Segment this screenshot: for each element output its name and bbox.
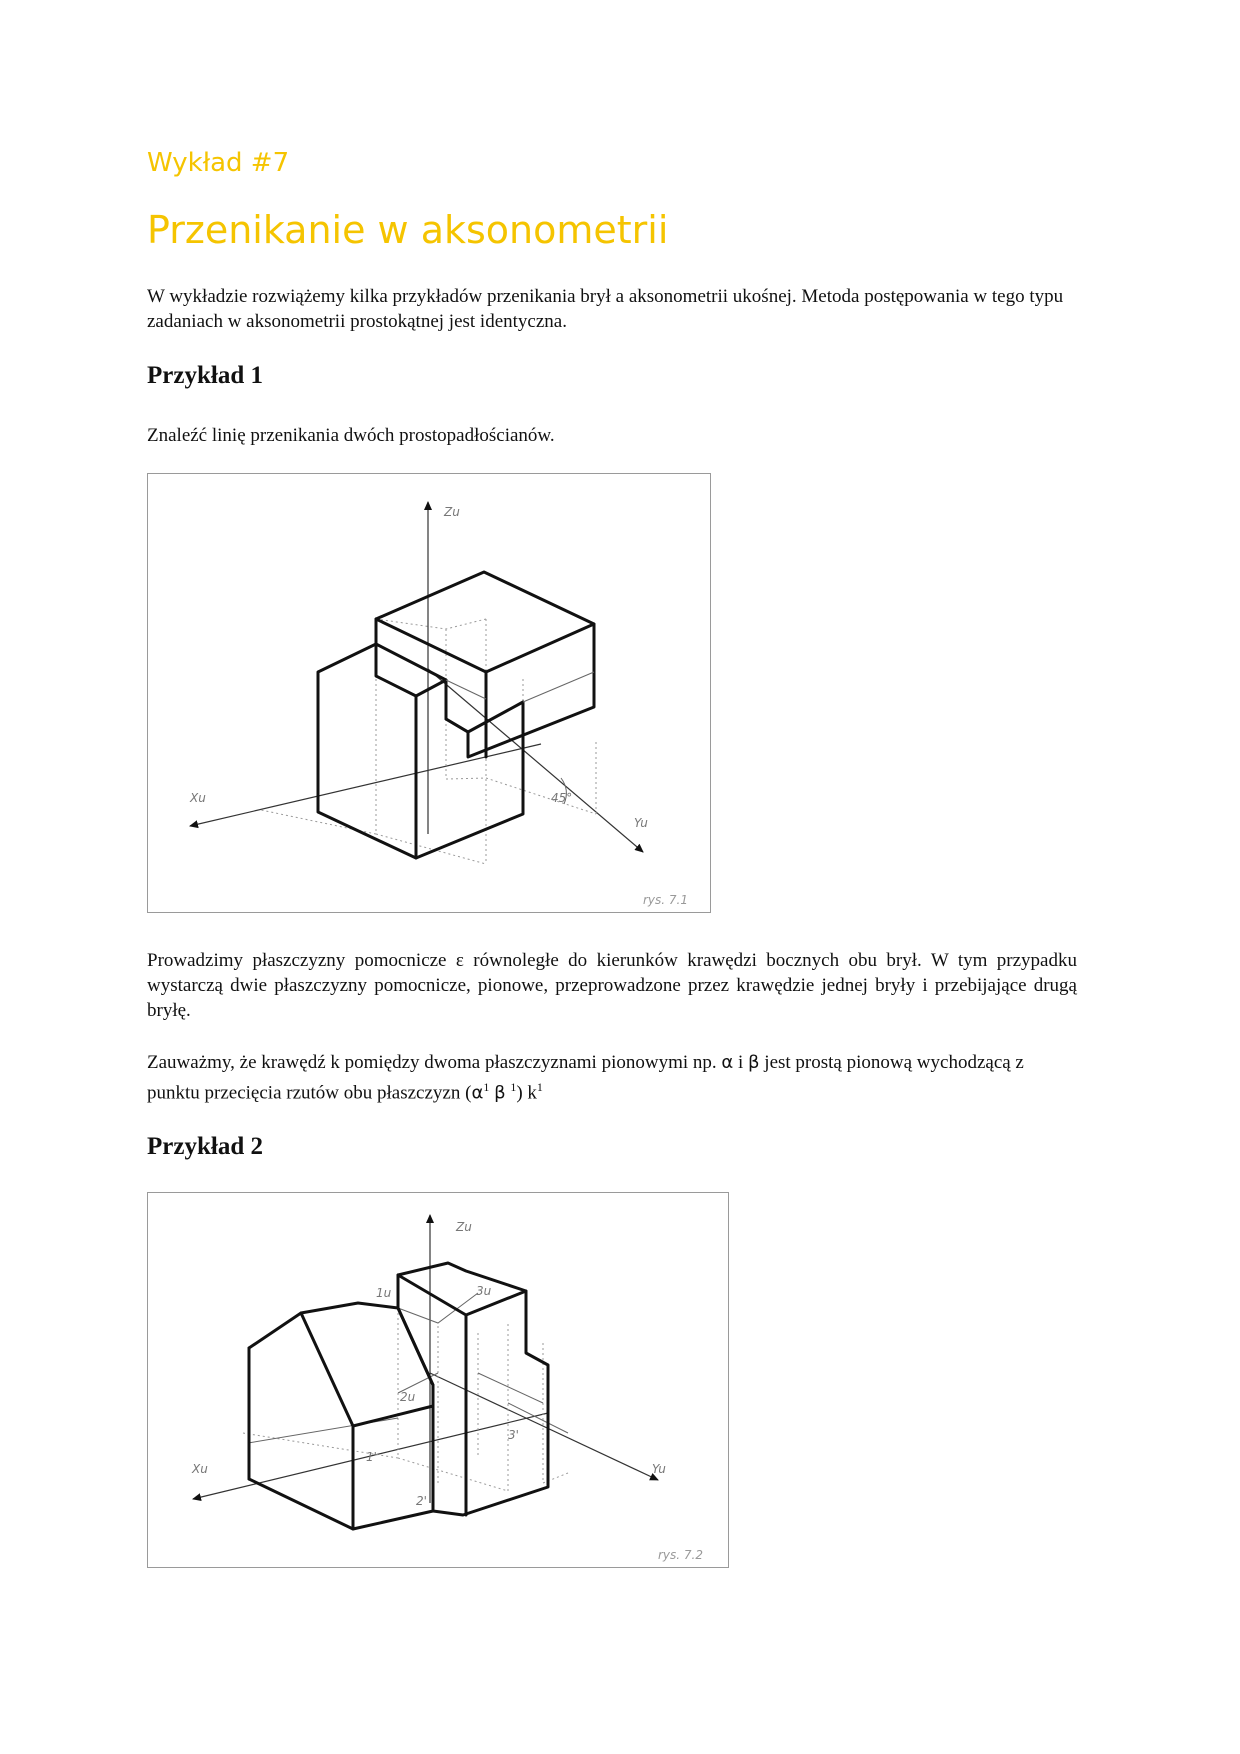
example-1-paragraph-2 [147,1050,1077,1105]
beta-symbol-2: β [494,1082,506,1104]
beta-symbol: β [748,1052,760,1073]
figure-7-1 [147,473,711,913]
point-2p-label: 2' [416,1494,427,1508]
axis-z-label: Zu [444,505,460,519]
point-3p-label: 3' [508,1428,519,1442]
tall-block-edges [398,1275,526,1515]
figure-7-1-drawing [148,474,712,914]
example-1-heading: Przykład 1 [147,362,263,389]
figure-7-2 [147,1192,729,1568]
example-1-task: Znaleźć linię przenikania dwóch prostopadłościanów. [147,425,555,446]
axis-x-label: Xu [192,1462,208,1476]
alpha-symbol-2: α [471,1082,484,1104]
axis-z-label: Zu [456,1220,472,1234]
para2-part-c: ) k [516,1082,537,1104]
sup-1: 1 [483,1080,490,1094]
figure-7-1-caption: rys. 7.1 [643,893,688,907]
point-2u-label: 2u [400,1390,416,1404]
axis-x-line [190,744,541,826]
figure-7-2-caption: rys. 7.2 [658,1548,703,1562]
lower-box-left-face [318,644,416,858]
tall-block-outline [398,1263,548,1515]
intro-paragraph: W wykładzie rozwiążemy kilka przykładów przenikania brył a aksonometrii ukośnej. Metoda postępowania w tego typu zadaniach w aksonometrii prostokątnej jest identyczna. [147,286,1064,332]
point-1p-label: 1' [366,1450,377,1464]
axis-x-label: Xu [190,791,206,805]
figure-7-2-drawing [148,1193,730,1569]
para2-part-b: jest prostą pionową wychodzącą z punktu przecięcia rzutów obu płaszczyzn ( [147,1052,1024,1104]
upper-box-edges [376,619,594,757]
para2-part-a: Zauważmy, że krawędź k pomiędzy dwoma płaszczyznami pionowymi np. [147,1052,722,1073]
example-2-heading: Przykład 2 [147,1133,263,1160]
house-prism-edges [249,1313,433,1529]
point-3u-label: 3u [476,1284,492,1298]
axis-y-line [430,1373,658,1480]
example-1-paragraph-1: Prowadzimy płaszczyzny pomocnicze ε równoległe do kierunków krawędzi bocznych obu brył. W tym przypadku wystarczą dwie płaszczyzny pomocnicze, pionowe, przeprowadzone przez krawędzie jednej bryły i przebijające drugą bryłę. [147,950,1077,1021]
house-prism-outline [249,1303,433,1529]
page-title: Przenikanie w aksonometrii [147,208,669,252]
sup-3: 1 [536,1080,543,1094]
alpha-symbol: α [721,1052,734,1073]
lecture-label: Wykład #7 [147,148,290,178]
axis-y-label: Yu [652,1462,666,1476]
point-1u-label: 1u [376,1286,392,1300]
sup-2: 1 [510,1080,517,1094]
upper-right-inner-edge [523,672,594,702]
axis-y-label: Yu [634,816,648,830]
angle-mark: 45° [551,791,573,805]
para2-and: i [733,1052,749,1073]
